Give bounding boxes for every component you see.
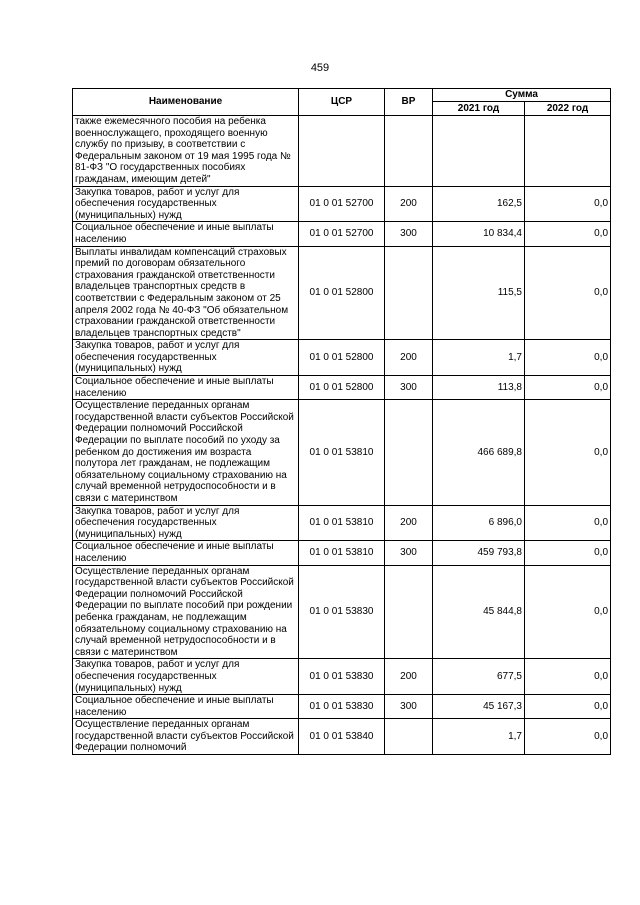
row-name: Закупка товаров, работ и услуг для обеспечения государственных (муниципальных) нужд — [73, 505, 299, 541]
row-csr: 01 0 01 52800 — [299, 246, 385, 340]
row-csr: 01 0 01 53810 — [299, 541, 385, 565]
row-name: Закупка товаров, работ и услуг для обеспечения государственных (муниципальных) нужд — [73, 340, 299, 376]
row-vr: 200 — [385, 659, 433, 695]
row-amount-2021: 113,8 — [433, 376, 525, 400]
header-year-2022: 2022 год — [525, 102, 611, 116]
row-name: Закупка товаров, работ и услуг для обеспечения государственных (муниципальных) нужд — [73, 659, 299, 695]
row-amount-2022: 0,0 — [525, 695, 611, 719]
table-row — [73, 565, 611, 659]
row-amount-2022: 0,0 — [525, 222, 611, 246]
header-csr: ЦСР — [299, 89, 385, 116]
header-name: Наименование — [73, 89, 299, 116]
header-vr: ВР — [385, 89, 433, 116]
row-vr — [385, 719, 433, 755]
table-row — [73, 186, 611, 222]
table-row — [73, 340, 611, 376]
row-csr: 01 0 01 53840 — [299, 719, 385, 755]
row-amount-2022: 0,0 — [525, 246, 611, 340]
row-amount-2021: 10 834,4 — [433, 222, 525, 246]
row-name: Осуществление переданных органам государственной власти субъектов Российской Федерации полномочий Российской Федерации по выплате пособий по уходу за ребенком до достижения им возраста полутора лет гражданам, не подлежащим обязательному социальному страхованию на случай временной нетрудоспособности и в связи с материнством — [73, 400, 299, 505]
row-amount-2022: 0,0 — [525, 505, 611, 541]
row-amount-2021: 45 844,8 — [433, 565, 525, 659]
row-amount-2021: 162,5 — [433, 186, 525, 222]
budget-table — [72, 88, 611, 755]
table-row — [73, 246, 611, 340]
row-amount-2022 — [525, 116, 611, 187]
row-vr: 200 — [385, 186, 433, 222]
row-vr — [385, 246, 433, 340]
table-row — [73, 116, 611, 187]
row-amount-2021: 6 896,0 — [433, 505, 525, 541]
table-row — [73, 659, 611, 695]
row-name: Социальное обеспечение и иные выплаты населению — [73, 541, 299, 565]
row-name: Закупка товаров, работ и услуг для обеспечения государственных (муниципальных) нужд — [73, 186, 299, 222]
table-row — [73, 719, 611, 755]
row-csr: 01 0 01 52800 — [299, 376, 385, 400]
row-amount-2021: 466 689,8 — [433, 400, 525, 505]
table-row — [73, 376, 611, 400]
row-name: Осуществление переданных органам государственной власти субъектов Российской Федерации полномочий Российской Федерации по выплате пособий при рождении ребенка гражданам, не подлежащим обязательному социальному страхованию на случай временной нетрудоспособности и в связи с материнством — [73, 565, 299, 659]
row-name: Выплаты инвалидам компенсаций страховых премий по договорам обязательного страхования гражданской ответственности владельцев транспортных средств в соответствии с Федеральным законом от 25 апреля 2002 года № 40-ФЗ "Об обязательном страховании гражданской ответственности владельцев транспортных средств" — [73, 246, 299, 340]
row-amount-2021: 115,5 — [433, 246, 525, 340]
table-header — [73, 89, 611, 116]
table-row — [73, 505, 611, 541]
row-amount-2021: 1,7 — [433, 719, 525, 755]
row-csr: 01 0 01 53810 — [299, 400, 385, 505]
row-name: Социальное обеспечение и иные выплаты населению — [73, 376, 299, 400]
row-csr: 01 0 01 52700 — [299, 186, 385, 222]
row-csr: 01 0 01 53830 — [299, 659, 385, 695]
row-amount-2022: 0,0 — [525, 565, 611, 659]
row-amount-2021 — [433, 116, 525, 187]
row-csr — [299, 116, 385, 187]
table-body — [73, 116, 611, 755]
row-vr: 300 — [385, 376, 433, 400]
row-amount-2022: 0,0 — [525, 659, 611, 695]
row-amount-2022: 0,0 — [525, 376, 611, 400]
row-vr: 200 — [385, 340, 433, 376]
row-vr: 300 — [385, 222, 433, 246]
row-vr — [385, 400, 433, 505]
row-csr: 01 0 01 52700 — [299, 222, 385, 246]
row-amount-2021: 1,7 — [433, 340, 525, 376]
table-row — [73, 541, 611, 565]
row-amount-2021: 459 793,8 — [433, 541, 525, 565]
row-amount-2022: 0,0 — [525, 186, 611, 222]
header-sum: Сумма — [433, 89, 611, 102]
row-vr — [385, 565, 433, 659]
row-amount-2022: 0,0 — [525, 541, 611, 565]
row-amount-2022: 0,0 — [525, 340, 611, 376]
row-name: Социальное обеспечение и иные выплаты населению — [73, 695, 299, 719]
row-csr: 01 0 01 53830 — [299, 695, 385, 719]
row-name: Осуществление переданных органам государственной власти субъектов Российской Федерации полномочий — [73, 719, 299, 755]
row-vr: 300 — [385, 541, 433, 565]
row-vr — [385, 116, 433, 187]
table-row — [73, 400, 611, 505]
row-csr: 01 0 01 53830 — [299, 565, 385, 659]
header-year-2021: 2021 год — [433, 102, 525, 116]
table-row — [73, 695, 611, 719]
row-amount-2021: 677,5 — [433, 659, 525, 695]
table-row — [73, 222, 611, 246]
row-csr: 01 0 01 52800 — [299, 340, 385, 376]
row-vr: 200 — [385, 505, 433, 541]
row-csr: 01 0 01 53810 — [299, 505, 385, 541]
page-number: 459 — [310, 62, 330, 74]
row-amount-2022: 0,0 — [525, 400, 611, 505]
row-name: также ежемесячного пособия на ребенка военнослужащего, проходящего военную службу по призыву, в соответствии с Федеральным законом от 19 мая 1995 года № 81-ФЗ "О государственных пособиях гражданам, имеющим детей" — [73, 116, 299, 187]
row-vr: 300 — [385, 695, 433, 719]
row-amount-2022: 0,0 — [525, 719, 611, 755]
row-name: Социальное обеспечение и иные выплаты населению — [73, 222, 299, 246]
row-amount-2021: 45 167,3 — [433, 695, 525, 719]
